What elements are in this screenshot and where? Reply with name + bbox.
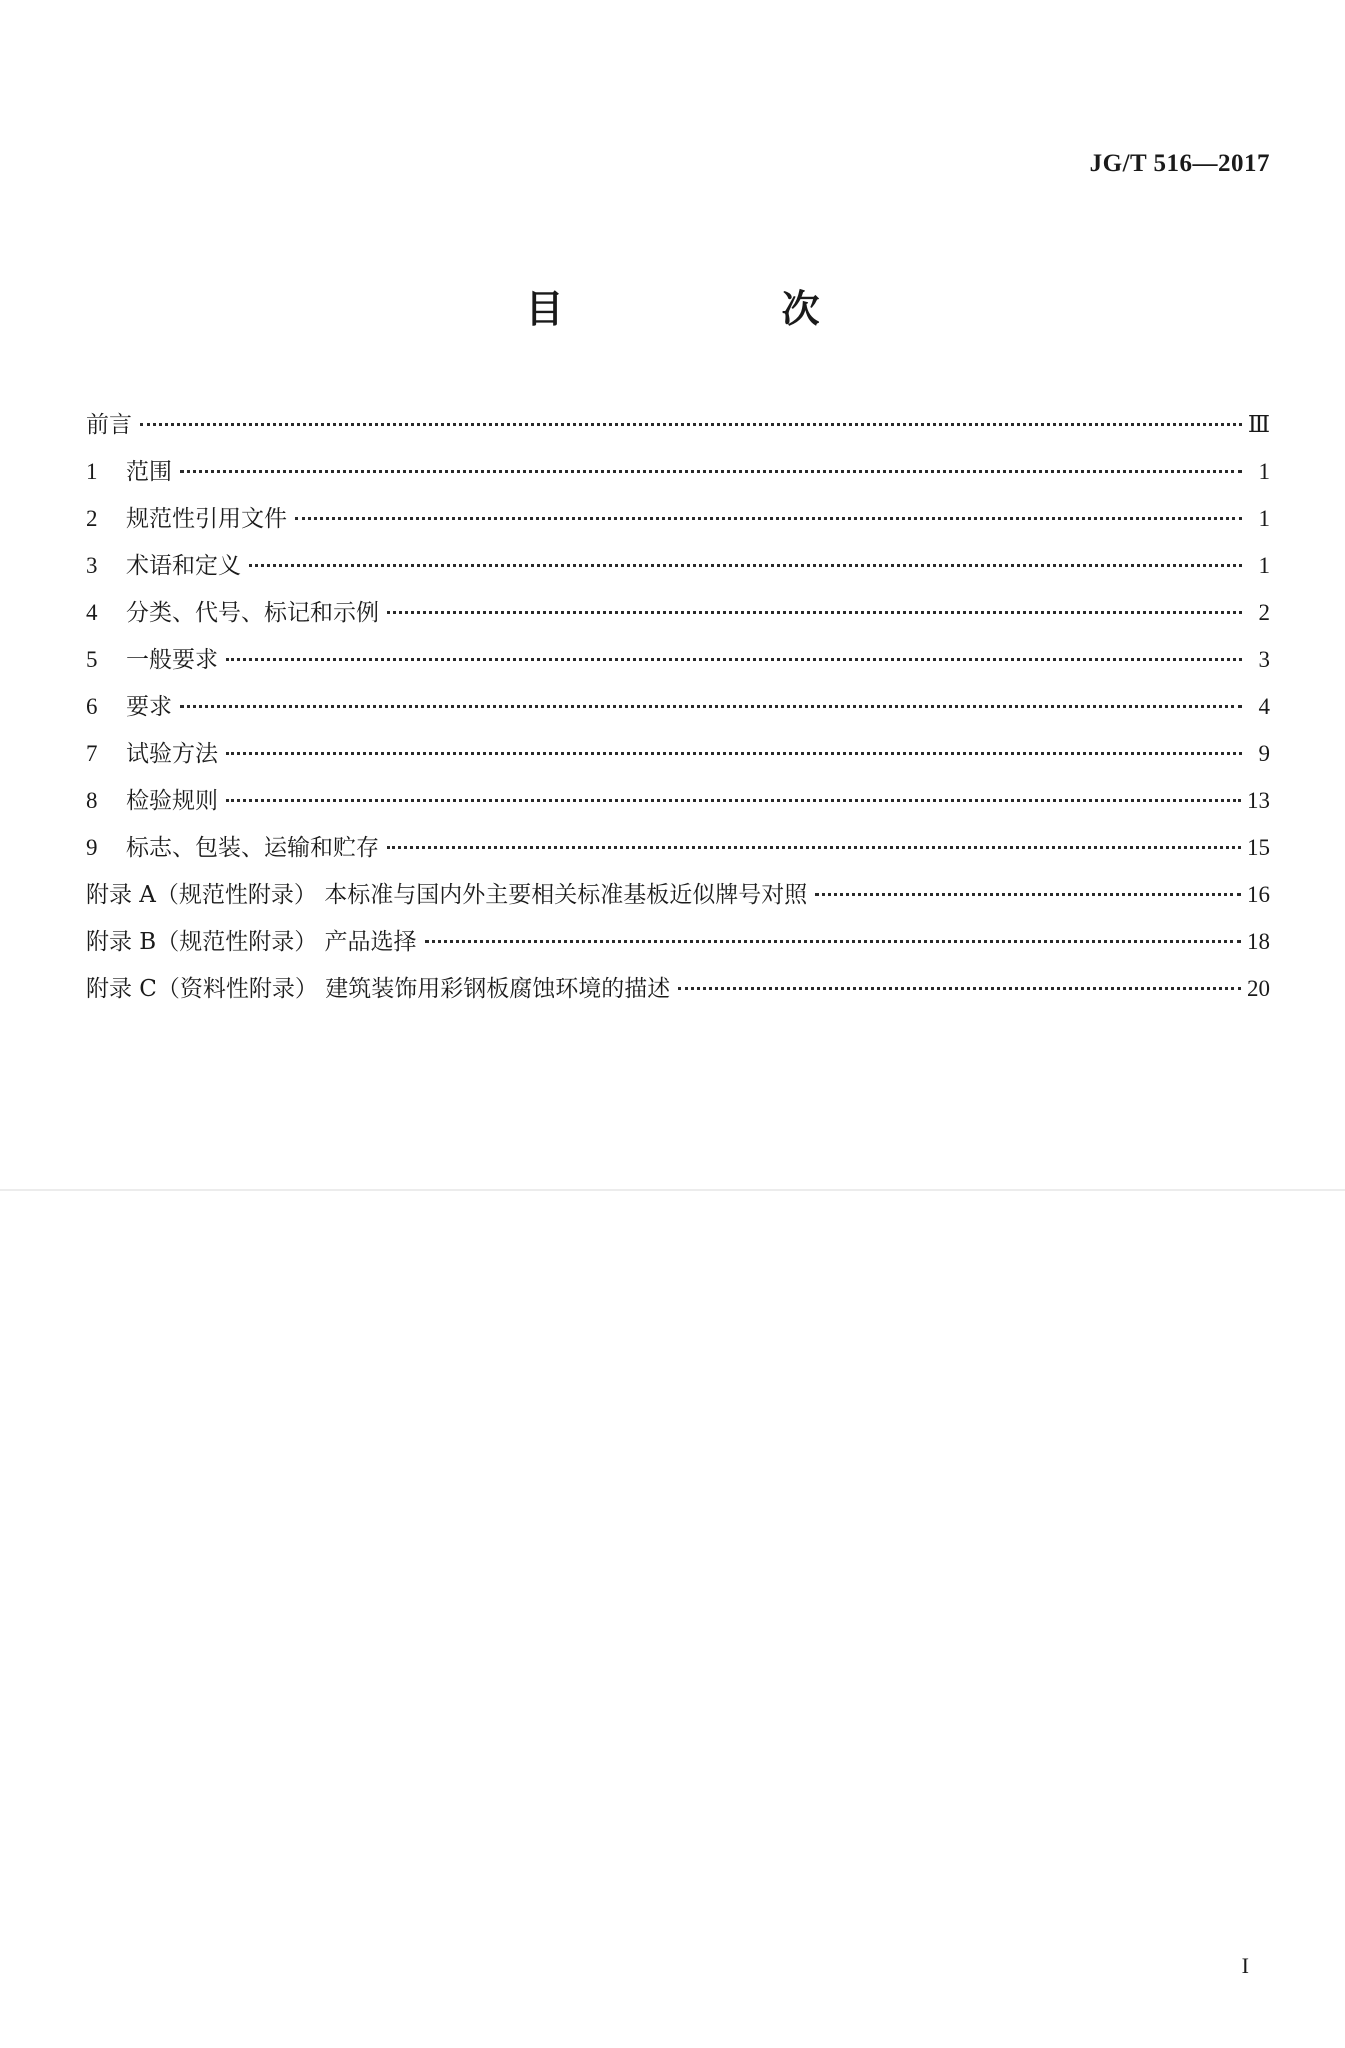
toc-entry-annex-b[interactable] <box>86 923 1270 970</box>
toc-entry-classification[interactable] <box>86 594 1270 641</box>
standard-code: JG/T 516—2017 <box>1089 150 1270 177</box>
toc-entry-number: 9 <box>86 835 98 860</box>
toc-entry-page: 1 <box>1258 459 1270 484</box>
toc-entry-page: 3 <box>1258 647 1270 672</box>
toc-entry-foreword[interactable] <box>86 406 1270 453</box>
toc-entry-number: 4 <box>86 600 98 625</box>
toc-entry-general-requirements[interactable] <box>86 641 1270 688</box>
toc-entry-page: 1 <box>1258 506 1270 531</box>
dot-leader <box>180 705 1242 708</box>
dot-leader <box>226 658 1242 661</box>
toc-entry-page: 9 <box>1258 741 1270 766</box>
dot-leader <box>295 517 1242 520</box>
toc-entry-label: 附录 C（资料性附录） 建筑装饰用彩钢板腐蚀环境的描述 <box>86 976 671 1002</box>
toc-entry-label: 要求 <box>126 694 172 720</box>
toc-entry-page: 4 <box>1258 694 1270 719</box>
page-title: 目 次 <box>525 287 910 331</box>
dot-leader <box>387 611 1242 614</box>
toc-entry-number: 5 <box>86 647 98 672</box>
toc-entry-label: 附录 B（规范性附录） 产品选择 <box>86 929 417 955</box>
toc-entry-number: 2 <box>86 506 98 531</box>
toc-entry-label: 规范性引用文件 <box>126 506 287 532</box>
toc-entry-number: 7 <box>86 741 98 766</box>
toc-entry-number: 3 <box>86 553 98 578</box>
toc-entry-page: 18 <box>1247 929 1270 954</box>
dot-leader <box>678 987 1241 990</box>
toc-entry-label: 附录 A（规范性附录） 本标准与国内外主要相关标准基板近似牌号对照 <box>86 882 808 908</box>
table-of-contents <box>86 406 1270 1017</box>
dot-leader <box>140 423 1242 426</box>
toc-entry-page: 1 <box>1258 553 1270 578</box>
toc-entry-annex-a[interactable] <box>86 876 1270 923</box>
toc-entry-page: 16 <box>1247 882 1270 907</box>
toc-entry-annex-c[interactable] <box>86 970 1270 1017</box>
dot-leader <box>425 940 1241 943</box>
toc-entry-number: 6 <box>86 694 98 719</box>
dot-leader <box>249 564 1242 567</box>
toc-entry-page: Ⅲ <box>1247 412 1270 437</box>
toc-entry-page: 20 <box>1247 976 1270 1001</box>
dot-leader <box>226 799 1241 802</box>
toc-entry-number: 1 <box>86 459 98 484</box>
toc-entry-scope[interactable] <box>86 453 1270 500</box>
toc-entry-requirements[interactable] <box>86 688 1270 735</box>
toc-entry-page: 13 <box>1247 788 1270 813</box>
toc-entry-label: 标志、包装、运输和贮存 <box>126 835 379 861</box>
toc-entry-marking-packaging[interactable] <box>86 829 1270 876</box>
toc-entry-normative-references[interactable] <box>86 500 1270 547</box>
toc-entry-label: 分类、代号、标记和示例 <box>126 600 379 626</box>
page-number: I <box>1241 1953 1249 1978</box>
toc-entry-test-methods[interactable] <box>86 735 1270 782</box>
toc-entry-terms-definitions[interactable] <box>86 547 1270 594</box>
toc-entry-label: 试验方法 <box>126 741 218 767</box>
toc-entry-label: 一般要求 <box>126 647 218 673</box>
toc-entry-label: 范围 <box>126 459 172 485</box>
dot-leader <box>180 470 1242 473</box>
dot-leader <box>387 846 1241 849</box>
scan-fold-line <box>0 1189 1345 1191</box>
dot-leader <box>815 893 1241 896</box>
toc-entry-page: 15 <box>1247 835 1270 860</box>
toc-entry-page: 2 <box>1258 600 1270 625</box>
dot-leader <box>226 752 1242 755</box>
toc-entry-number: 8 <box>86 788 98 813</box>
toc-entry-label: 术语和定义 <box>126 553 241 579</box>
toc-entry-label: 前言 <box>86 412 132 438</box>
toc-entry-label: 检验规则 <box>126 788 218 814</box>
toc-entry-inspection-rules[interactable] <box>86 782 1270 829</box>
